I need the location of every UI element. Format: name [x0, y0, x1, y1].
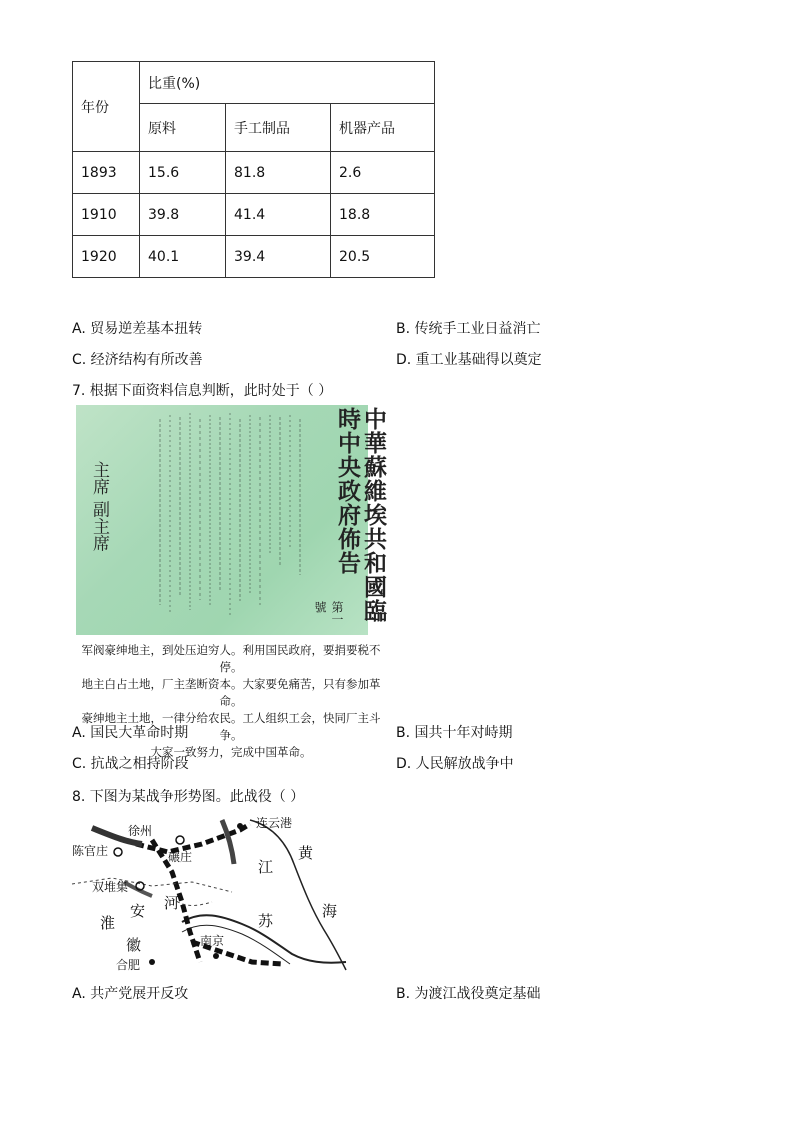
col-header-machine: 机器产品: [331, 104, 435, 152]
proclamation-image: [76, 405, 387, 635]
poster-number: 第一號: [313, 601, 344, 625]
map-label-hefei: 合肥: [116, 958, 141, 972]
col-header-raw: 原料: [140, 104, 226, 152]
map-label-nianzhuang: 碾庄: [168, 850, 193, 864]
map-label-huang: 黄: [298, 844, 314, 862]
map-label-hai: 海: [322, 902, 338, 920]
q8-stem: 8. 下图为某战争形势图。此战役（ ）: [72, 789, 305, 805]
map-label-an: 安: [130, 902, 146, 920]
caption-line: 豪绅地主土地，一律分给农民。工人组织工会，快同厂主斗争。: [81, 711, 381, 742]
q6-option-a[interactable]: A. 贸易逆差基本扭转: [72, 321, 203, 337]
poster-title: 中華蘇維埃共和國臨時中央政府佈告: [334, 407, 387, 623]
q6-option-c[interactable]: C. 经济结构有所改善: [72, 352, 203, 368]
q6-option-d[interactable]: D. 重工业基础得以奠定: [396, 352, 542, 368]
q8-option-b[interactable]: B. 为渡江战役奠定基础: [396, 986, 541, 1002]
row-cell: 20.5: [331, 236, 435, 278]
poster-signature: 主席 副主席: [89, 461, 109, 552]
poster-caption: [74, 642, 388, 761]
trade-ratio-table: [72, 61, 435, 278]
row-cell: 39.4: [226, 236, 331, 278]
map-label-shuangduiji: 双堆集: [92, 880, 129, 894]
map-label-hui: 徽: [126, 936, 142, 954]
row-cell: 18.8: [331, 194, 435, 236]
map-label-lianyungang: 连云港: [256, 816, 293, 830]
map-label-nanjing: 南京: [200, 934, 225, 948]
map-label-su: 苏: [258, 912, 274, 930]
caption-line: 地主白占土地，厂主垄断资本。大家要免痛苦，只有参加革命。: [81, 677, 381, 708]
row-year: 1893: [73, 152, 140, 194]
map-label-chenguanzhuang: 陈官庄: [72, 844, 109, 858]
row-year: 1920: [73, 236, 140, 278]
table-row: [73, 194, 435, 236]
caption-line: 军阀豪绅地主，到处压迫穷人。利用国民政府，要捐要税不停。: [81, 643, 381, 674]
q7-option-a[interactable]: A. 国民大革命时期: [72, 725, 189, 741]
q7-option-c[interactable]: C. 抗战之相持阶段: [72, 756, 189, 772]
battle-map: [72, 812, 346, 970]
table-row: [73, 236, 435, 278]
table-row: [73, 152, 435, 194]
row-cell: 39.8: [140, 194, 226, 236]
year-header: 年份: [73, 62, 140, 152]
map-label-huai: 淮: [100, 914, 116, 932]
row-cell: 41.4: [226, 194, 331, 236]
q7-stem: 7. 根据下面资料信息判断，此时处于（ ）: [72, 383, 333, 399]
q6-option-b[interactable]: B. 传统手工业日益消亡: [396, 321, 541, 337]
row-cell: 15.6: [140, 152, 226, 194]
q7-option-d[interactable]: D. 人民解放战争中: [396, 756, 514, 772]
map-label-jiang: 江: [258, 858, 274, 876]
map-label-xuzhou: 徐州: [128, 824, 153, 838]
q8-option-a[interactable]: A. 共产党展开反攻: [72, 986, 189, 1002]
ratio-header: 比重(%): [140, 62, 435, 104]
caption-line: 大家一致努力，完成中国革命。: [150, 745, 312, 759]
map-label-he: 河: [164, 894, 180, 912]
col-header-handmade: 手工制品: [226, 104, 331, 152]
row-cell: 40.1: [140, 236, 226, 278]
row-year: 1910: [73, 194, 140, 236]
row-cell: 81.8: [226, 152, 331, 194]
row-cell: 2.6: [331, 152, 435, 194]
q7-option-b[interactable]: B. 国共十年对峙期: [396, 725, 513, 741]
